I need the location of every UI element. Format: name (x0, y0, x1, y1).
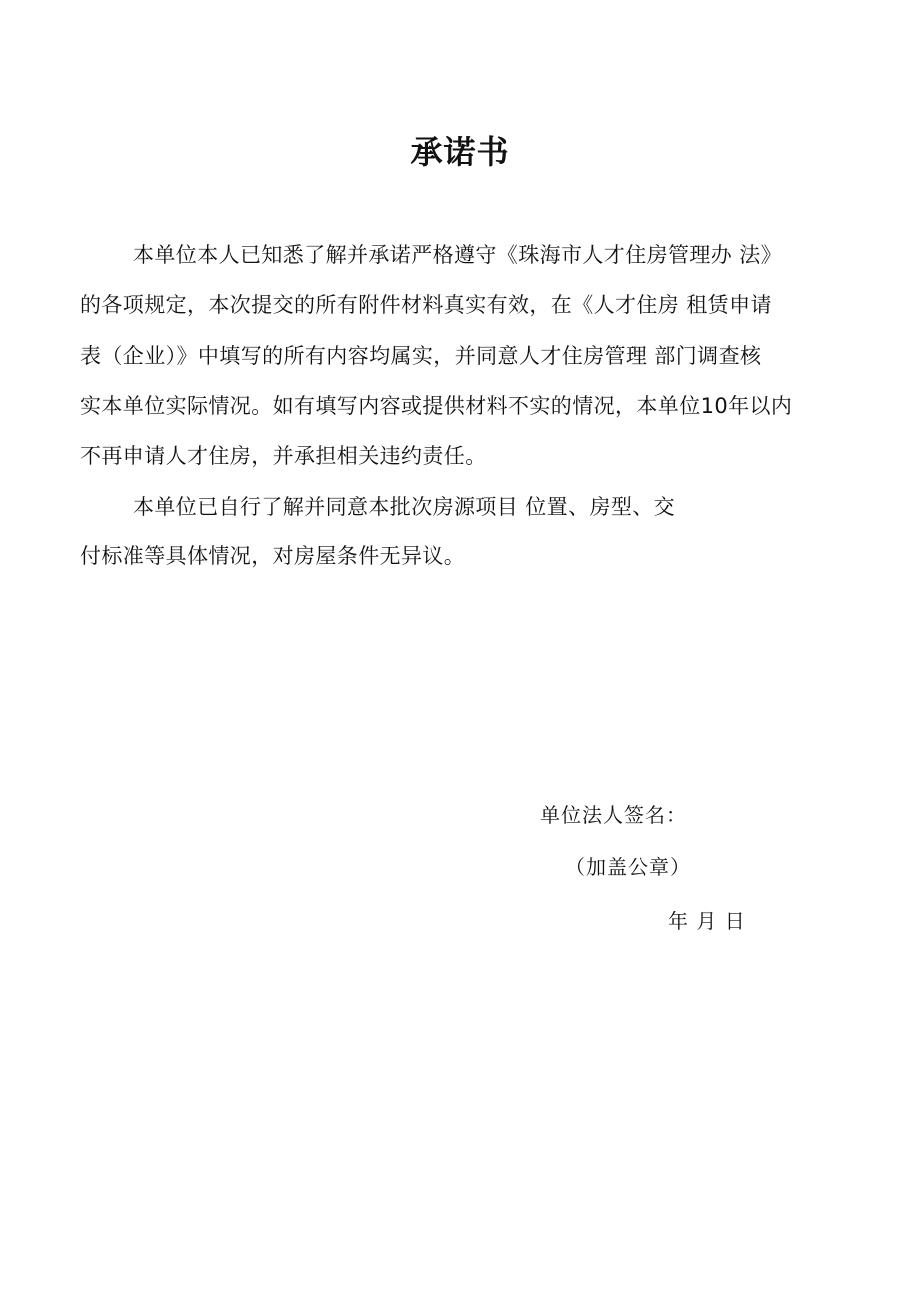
date-label: 年 月 日 (668, 909, 746, 933)
paragraph1-line-1: 本单位本人已知悉了解并承诺严格遵守《珠海市人才住房管理办 法》 (133, 243, 783, 267)
paragraph1-line-4: 实本单位实际情况。如有填写内容或提供材料不实的情况，本单位10年以内 (80, 394, 793, 418)
signature-label: 单位法人签名： (540, 803, 687, 827)
paragraph2-line-2: 付标准等具体情况，对房屋条件无异议。 (80, 544, 466, 568)
paragraph1-line-5: 不再申请人才住房，并承担相关违约责任。 (80, 444, 487, 468)
paragraph2-line-1: 本单位已自行了解并同意本批次房源项目 位置、房型、交 (133, 495, 676, 519)
paragraph1-line-3: 表（企业）》中填写的所有内容均属实，并同意人才住房管理 部门调查核 (80, 344, 762, 368)
page-title: 承诺书 (410, 133, 510, 171)
paragraph1-line-2: 的各项规定，本次提交的所有附件材料真实有效，在《人才住房 租赁申请 (80, 293, 772, 317)
seal-label: （加盖公章） (565, 855, 691, 879)
